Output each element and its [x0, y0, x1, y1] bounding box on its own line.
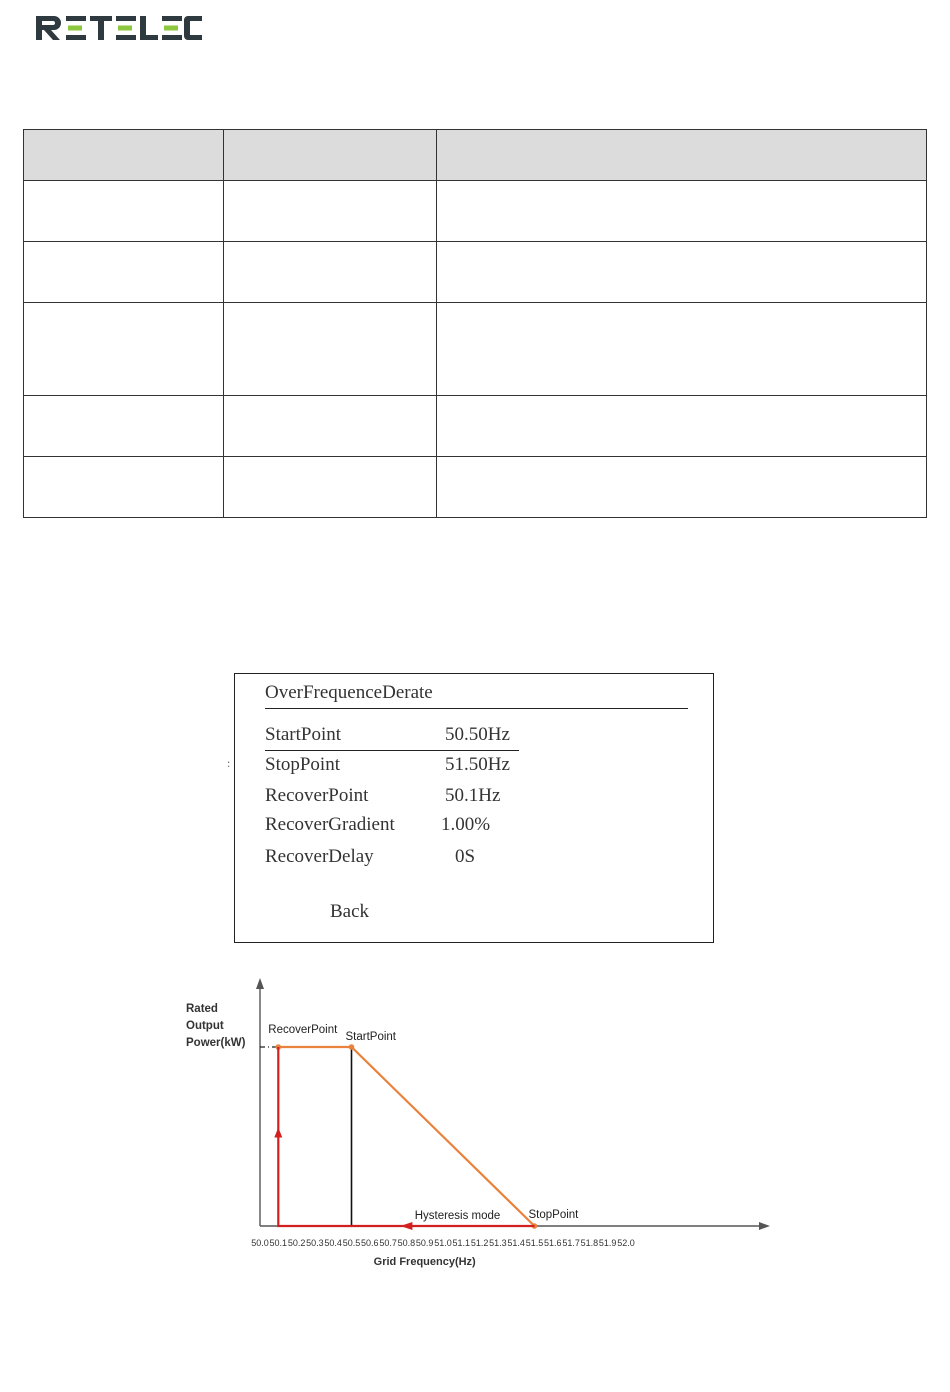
chart-annotation: StopPoint	[528, 1209, 579, 1221]
chart-annotations	[268, 1024, 579, 1222]
menu-item-label: RecoverPoint	[265, 785, 369, 806]
x-tick-label: 51.8	[580, 1238, 599, 1248]
table-cell	[24, 396, 224, 457]
table-cell	[437, 457, 927, 518]
table-row	[24, 181, 927, 242]
x-tick-label: 50.1	[269, 1238, 288, 1248]
x-axis-ticks	[251, 1238, 635, 1268]
table-cell	[224, 242, 437, 303]
x-tick-label: 52.0	[617, 1238, 635, 1248]
x-tick-label: 50.7	[379, 1238, 397, 1248]
menu-item-start-point[interactable]	[265, 724, 519, 751]
table-header-row	[24, 130, 927, 181]
table-cell	[24, 457, 224, 518]
x-tick-label: 50.6	[361, 1238, 379, 1248]
x-axis-arrow-icon	[759, 1222, 770, 1230]
x-tick-label: 51.7	[562, 1238, 580, 1248]
x-tick-label: 50.8	[397, 1238, 416, 1248]
x-tick-label: 50.4	[324, 1238, 342, 1248]
table-cell	[224, 457, 437, 518]
x-tick-label: 51.6	[544, 1238, 562, 1248]
menu-item-recover-gradient[interactable]	[265, 814, 525, 840]
menu-title: OverFrequenceDerate	[265, 682, 433, 703]
menu-item-value: 50.1Hz	[445, 785, 501, 806]
chart-annotation: Hysteresis mode	[414, 1210, 501, 1222]
menu-item-value: 0S	[455, 846, 476, 867]
chart-guides	[260, 1047, 352, 1226]
y-axis-arrow-icon	[256, 978, 264, 989]
table-cell	[224, 303, 437, 396]
table-cell	[224, 396, 437, 457]
table-cell	[224, 181, 437, 242]
x-tick-label: 51.3	[489, 1238, 507, 1248]
table-header-cell	[24, 130, 224, 181]
x-tick-label: 50.3	[306, 1238, 324, 1248]
derate-curve-point	[349, 1044, 355, 1050]
derate-chart-svg	[170, 970, 780, 1275]
x-tick-label: 50.0	[251, 1238, 269, 1248]
x-tick-label: 51.0	[434, 1238, 452, 1248]
table-header-cell	[437, 130, 927, 181]
y-axis-label	[186, 1003, 246, 1049]
table-cell	[437, 303, 927, 396]
chart-axes	[256, 978, 770, 1230]
table-header-cell	[224, 130, 437, 181]
x-tick-label: 51.4	[507, 1238, 525, 1248]
table-cell	[437, 242, 927, 303]
table-cell	[24, 242, 224, 303]
table-row	[24, 457, 927, 518]
table-row	[24, 303, 927, 396]
menu-item-label: StartPoint	[265, 724, 342, 745]
x-axis-label: Grid Frequency(Hz)	[373, 1256, 476, 1268]
x-tick-label: 51.2	[470, 1238, 489, 1248]
back-button[interactable]: Back	[330, 901, 370, 922]
recovery-arrow-up-icon	[274, 1128, 282, 1138]
table-cell	[437, 396, 927, 457]
derate-curve-line	[278, 1047, 534, 1226]
table-cell	[24, 181, 224, 242]
table-row	[24, 396, 927, 457]
table-row	[24, 242, 927, 303]
table-cell	[437, 181, 927, 242]
y-axis-label-line: Rated	[186, 1003, 218, 1015]
chart-annotation: RecoverPoint	[268, 1024, 338, 1036]
x-tick-label: 51.1	[452, 1238, 471, 1248]
menu-item-stop-point[interactable]	[265, 754, 525, 780]
menu-item-label: RecoverGradient	[265, 814, 395, 835]
menu-item-recover-delay[interactable]	[265, 846, 525, 872]
x-tick-label: 50.2	[287, 1238, 306, 1248]
menu-item-label: StopPoint	[265, 754, 340, 775]
menu-item-label: RecoverDelay	[265, 846, 374, 867]
title-divider	[265, 708, 688, 709]
derate-chart	[170, 970, 780, 1280]
y-axis-label-line: Output	[186, 1020, 224, 1032]
retelec-logo	[34, 10, 204, 46]
x-tick-label: 50.5	[342, 1238, 361, 1248]
menu-item-value: 50.50Hz	[445, 724, 510, 745]
lcd-menu-screen	[227, 673, 714, 943]
chart-annotation: StartPoint	[345, 1031, 396, 1043]
x-tick-label: 51.9	[598, 1238, 617, 1248]
chart-series	[274, 1044, 537, 1230]
menu-item-value: 51.50Hz	[445, 754, 510, 775]
x-tick-label: 51.5	[525, 1238, 544, 1248]
parameter-table	[23, 129, 927, 518]
table-cell	[24, 303, 224, 396]
y-axis-label-line: Power(kW)	[186, 1037, 246, 1049]
stray-mark: :	[227, 756, 231, 770]
x-tick-label: 50.9	[415, 1238, 434, 1248]
menu-item-value: 1.00%	[441, 814, 491, 835]
recovery-path-line	[278, 1047, 534, 1226]
menu-item-recover-point[interactable]	[265, 785, 525, 811]
recovery-arrow-left-icon	[400, 1222, 412, 1230]
